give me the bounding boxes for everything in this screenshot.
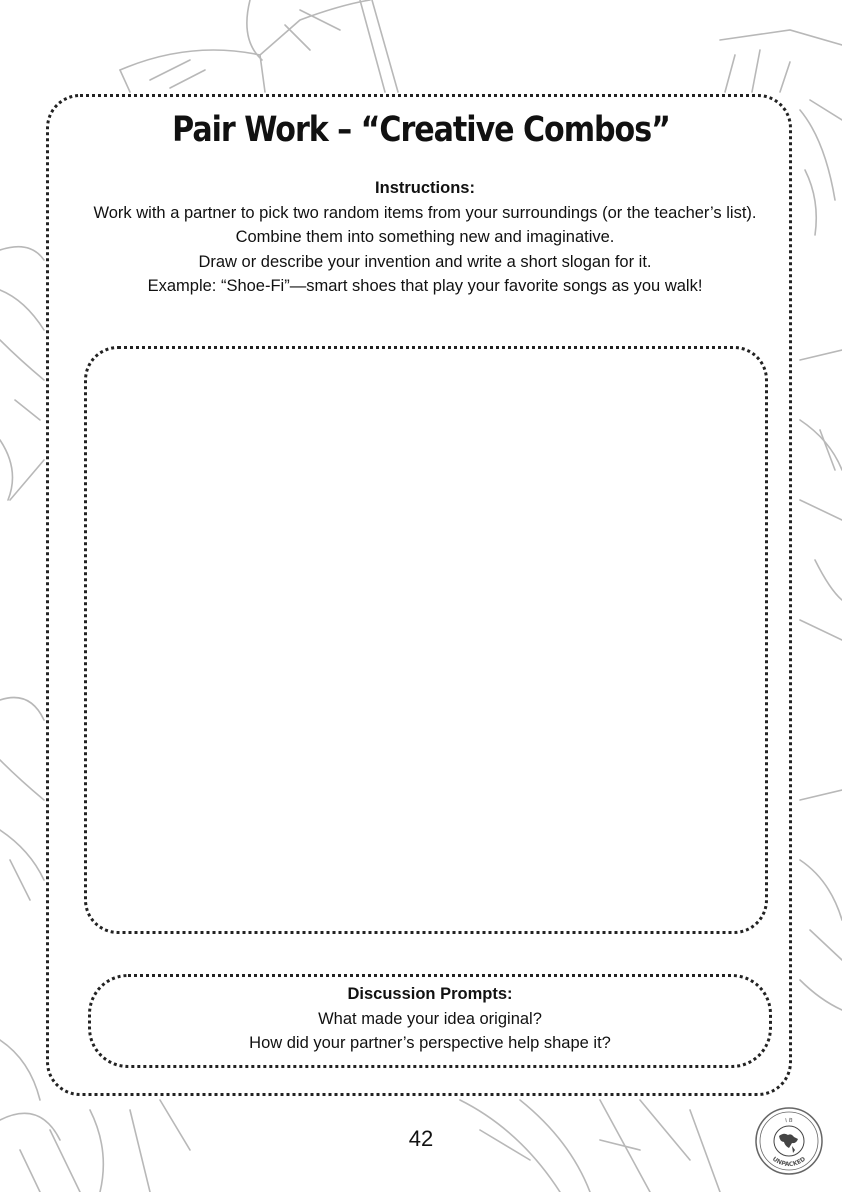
ib-unpacked-logo — [754, 1106, 824, 1176]
instruction-line: Combine them into something new and imaginative. — [235, 228, 615, 246]
drawing-area[interactable] — [84, 346, 768, 934]
logo-top-text: I B — [784, 1117, 793, 1125]
discussion-prompt: How did your partner’s perspective help shape it? — [249, 1034, 611, 1052]
instructions-block — [90, 176, 760, 299]
instruction-line: Work with a partner to pick two random items from your surroundings (or the teacher’s list). — [93, 203, 757, 222]
discussion-heading: Discussion Prompts: — [347, 985, 513, 1003]
discussion-prompt: What made your idea original? — [318, 1009, 542, 1028]
discussion-prompts-box — [88, 974, 772, 1068]
page-title: Pair Work – “Creative Combos” — [172, 110, 670, 150]
instructions-heading: Instructions: — [375, 179, 475, 197]
instruction-line: Example: “Shoe-Fi”—smart shoes that play your favorite songs as you walk! — [147, 277, 703, 295]
instruction-line: Draw or describe your invention and write a short slogan for it. — [198, 252, 652, 271]
logo-bottom-text: UNPACKED — [770, 1155, 808, 1169]
page-number: 42 — [408, 1126, 434, 1151]
svg-text:I B — [785, 1118, 793, 1124]
